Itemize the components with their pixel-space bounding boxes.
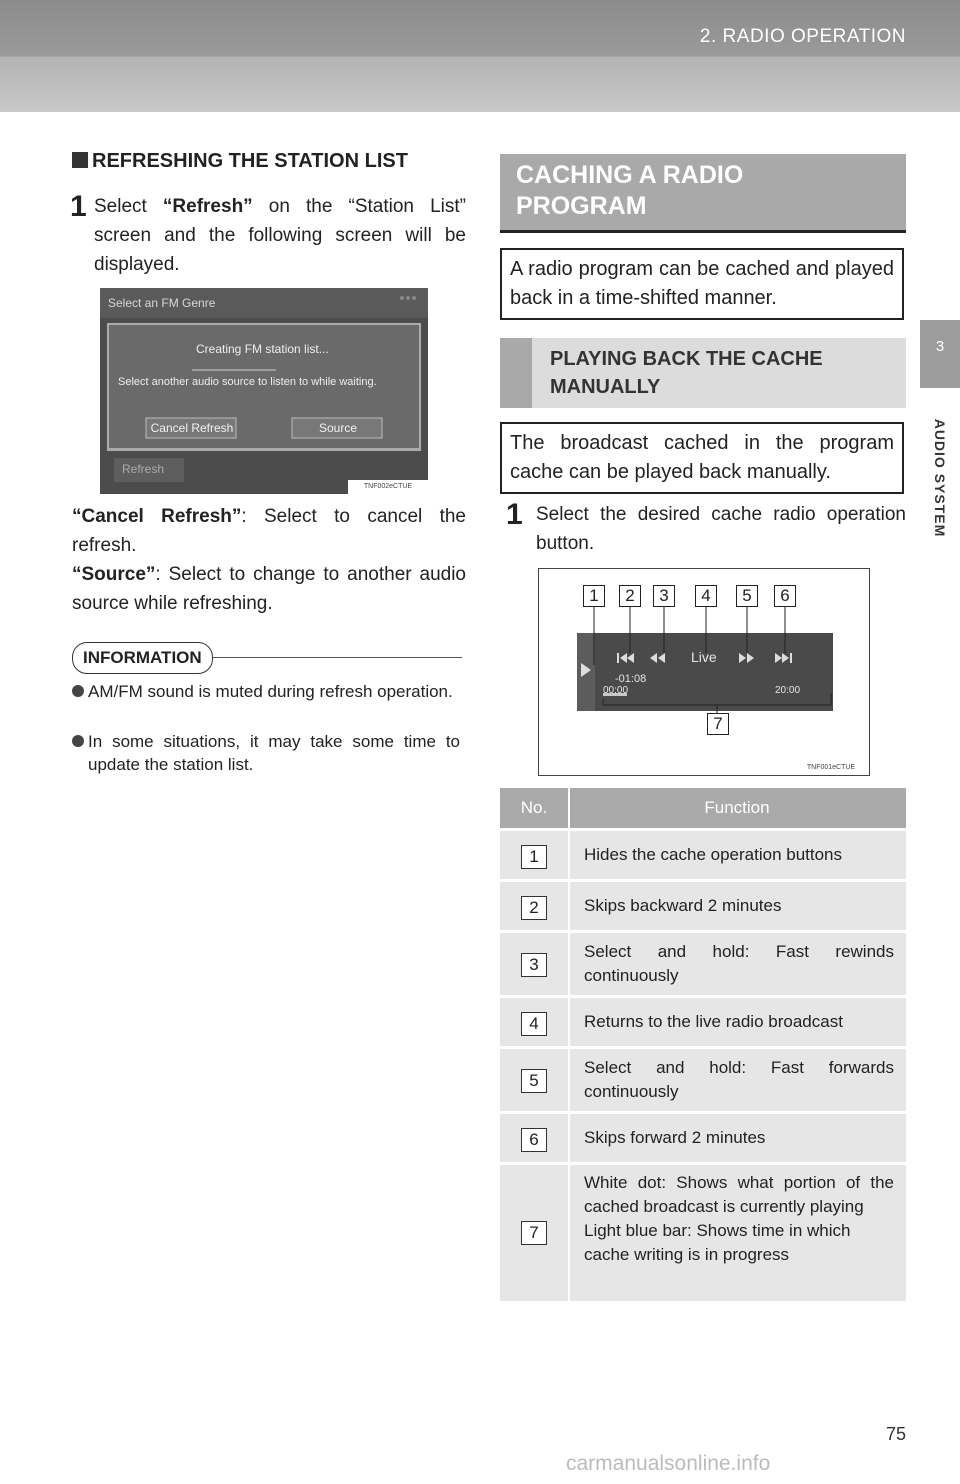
image-caption: TNF002eCTUE xyxy=(348,480,428,494)
callout-label: 4 xyxy=(695,585,717,607)
information-item: AM/FM sound is muted during refresh operation. xyxy=(72,680,460,703)
table-row xyxy=(500,828,906,879)
row-function: Select and hold: Fast forwards continuously xyxy=(584,1058,894,1101)
table-row xyxy=(500,995,906,1046)
row-function: Returns to the live radio broadcast xyxy=(584,1012,843,1031)
refresh-tab[interactable]: Refresh xyxy=(122,462,165,476)
step-number: 1 xyxy=(70,190,87,223)
cache-controls-diagram xyxy=(538,568,870,776)
row-function: Select and hold: Fast rewinds continuously xyxy=(584,942,894,985)
row-function: White dot: Shows what portion of the cached broadcast is currently playing Light blue bar: Shows time in which cache writing is in progress xyxy=(584,1173,894,1264)
playing-back-heading: PLAYING BACK THE CACHE MANUALLY xyxy=(500,338,906,408)
row-function: Skips backward 2 minutes xyxy=(584,896,782,915)
chapter-label: AUDIO SYSTEM xyxy=(932,418,948,538)
cancel-refresh-button[interactable]: Cancel Refresh xyxy=(150,421,234,435)
callout-label: 7 xyxy=(707,713,729,735)
row-number: 6 xyxy=(521,1128,547,1152)
caching-intro: A radio program can be cached and played back in a time-shifted manner. xyxy=(500,248,904,320)
image-caption: TNF001eCTUE xyxy=(793,761,869,775)
table-row xyxy=(500,879,906,930)
refresh-screen-image xyxy=(100,288,428,494)
callout-label: 5 xyxy=(736,585,758,607)
column-header-no: No. xyxy=(520,798,548,817)
function-table xyxy=(500,788,906,1301)
table-row xyxy=(500,930,906,995)
callout-label: 6 xyxy=(774,585,796,607)
screen-title: Select an FM Genre xyxy=(108,296,216,310)
chapter-number: 3 xyxy=(935,338,945,355)
playing-back-intro: The broadcast cached in the program cache can be played back manually. xyxy=(500,422,904,494)
source-button[interactable]: Source xyxy=(318,421,358,435)
square-bullet-icon xyxy=(72,152,88,168)
row-number: 4 xyxy=(521,1012,547,1036)
table-header xyxy=(500,788,906,828)
table-row xyxy=(500,1046,906,1111)
row-function: Skips forward 2 minutes xyxy=(584,1128,766,1147)
column-header-function: Function xyxy=(704,798,770,817)
callout-label: 1 xyxy=(583,585,605,607)
bullet-icon xyxy=(72,685,84,697)
heading-bar xyxy=(500,338,532,408)
caching-heading: CACHING A RADIO PROGRAM xyxy=(500,154,906,233)
callout-label: 3 xyxy=(653,585,675,607)
table-row xyxy=(500,1111,906,1162)
bullet-icon xyxy=(72,735,84,747)
step-number: 1 xyxy=(506,498,523,531)
time-start: 00:00 xyxy=(603,685,629,696)
watermark: carmanualsonline.info xyxy=(566,1452,771,1475)
live-button[interactable]: Live xyxy=(691,649,717,665)
time-offset: -01:08 xyxy=(615,673,647,685)
section-title: 2. RADIO OPERATION xyxy=(699,26,906,47)
row-number: 2 xyxy=(521,896,547,920)
source-description: “Source”: Select to change to another audio source while refreshing. xyxy=(72,564,466,614)
row-number: 3 xyxy=(521,953,547,977)
step-text: Select “Refresh” on the “Station List” screen and the following screen will be displayed. xyxy=(94,196,466,275)
page-number: 75 xyxy=(886,1424,907,1444)
refreshing-heading: REFRESHING THE STATION LIST xyxy=(72,150,408,173)
step-text: Select the desired cache radio operation button. xyxy=(536,504,906,554)
callout-label: 2 xyxy=(619,585,641,607)
table-row xyxy=(500,1162,906,1301)
time-end: 20:00 xyxy=(775,685,801,696)
cancel-refresh-description: “Cancel Refresh”: Select to cancel the refresh. xyxy=(72,506,466,556)
row-number: 1 xyxy=(521,845,547,869)
information-item: In some situations, it may take some time to update the station list. xyxy=(72,730,460,776)
information-label: INFORMATION xyxy=(72,642,213,674)
row-function: Hides the cache operation buttons xyxy=(584,845,843,864)
row-number: 5 xyxy=(521,1069,547,1093)
row-number: 7 xyxy=(521,1221,547,1245)
header-band xyxy=(0,0,960,112)
screen-message: Creating FM station list... xyxy=(196,342,329,356)
screen-hint: Select another audio source to listen to while waiting. xyxy=(118,376,377,388)
